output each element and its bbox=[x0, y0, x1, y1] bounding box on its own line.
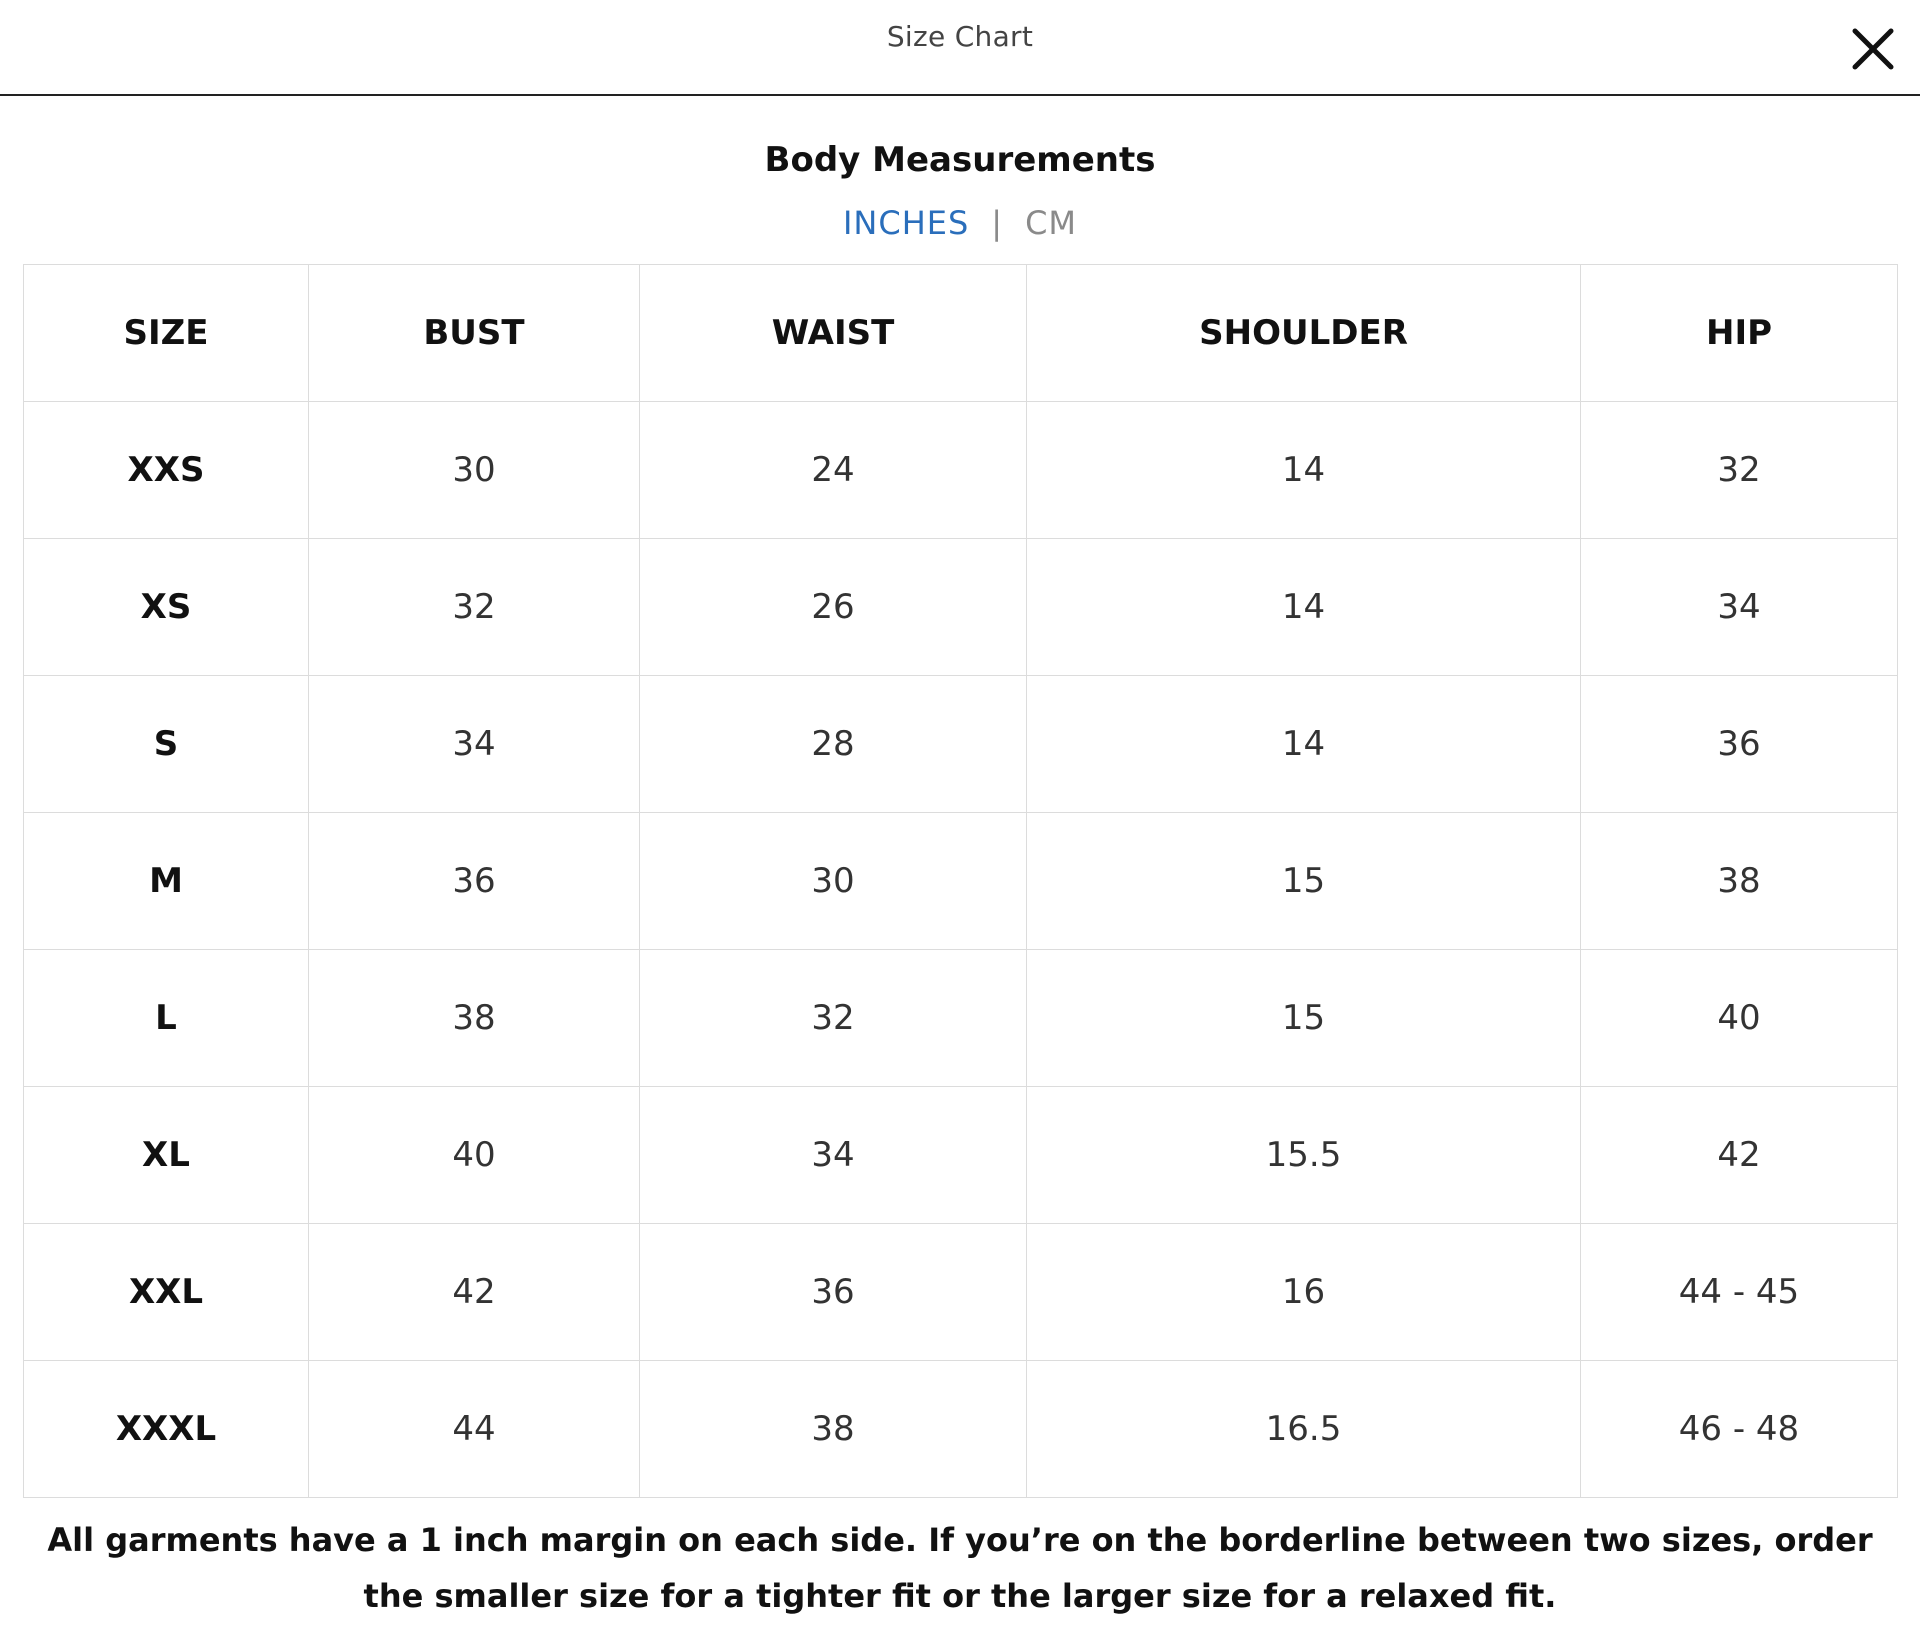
unit-separator: | bbox=[991, 204, 1004, 242]
waist-value: 26 bbox=[640, 539, 1027, 676]
column-header-size: SIZE bbox=[24, 265, 309, 402]
hip-value: 42 bbox=[1581, 1087, 1898, 1224]
shoulder-value: 15 bbox=[1027, 950, 1581, 1087]
column-header-hip: HIP bbox=[1581, 265, 1898, 402]
shoulder-value: 15.5 bbox=[1027, 1087, 1581, 1224]
fit-note: All garments have a 1 inch margin on each side. If you’re on the borderline between two sizes, order the smaller size for a tighter fit or the larger size for a relaxed fit. bbox=[47, 1521, 1873, 1615]
size-label: XS bbox=[24, 539, 309, 676]
table-row bbox=[24, 1087, 1898, 1224]
bust-value: 32 bbox=[309, 539, 640, 676]
size-label: XXXL bbox=[24, 1361, 309, 1498]
hip-value: 38 bbox=[1581, 813, 1898, 950]
waist-value: 30 bbox=[640, 813, 1027, 950]
table-row bbox=[24, 539, 1898, 676]
bust-value: 40 bbox=[309, 1087, 640, 1224]
hip-value: 46 - 48 bbox=[1581, 1361, 1898, 1498]
table-row bbox=[24, 676, 1898, 813]
column-header-bust: BUST bbox=[309, 265, 640, 402]
shoulder-value: 15 bbox=[1027, 813, 1581, 950]
size-label: M bbox=[24, 813, 309, 950]
bust-value: 44 bbox=[309, 1361, 640, 1498]
table-row bbox=[24, 813, 1898, 950]
waist-value: 34 bbox=[640, 1087, 1027, 1224]
bust-value: 30 bbox=[309, 402, 640, 539]
column-header-waist: WAIST bbox=[640, 265, 1027, 402]
hip-value: 40 bbox=[1581, 950, 1898, 1087]
size-label: XXL bbox=[24, 1224, 309, 1361]
size-label: L bbox=[24, 950, 309, 1087]
waist-value: 24 bbox=[640, 402, 1027, 539]
shoulder-value: 16.5 bbox=[1027, 1361, 1581, 1498]
waist-value: 32 bbox=[640, 950, 1027, 1087]
shoulder-value: 14 bbox=[1027, 539, 1581, 676]
unit-inches-option[interactable]: INCHES bbox=[842, 204, 970, 242]
table-header-row bbox=[24, 265, 1898, 402]
close-icon bbox=[1850, 26, 1896, 72]
shoulder-value: 14 bbox=[1027, 402, 1581, 539]
bust-value: 38 bbox=[309, 950, 640, 1087]
modal-title: Size Chart bbox=[886, 20, 1034, 53]
table-row bbox=[24, 950, 1898, 1087]
hip-value: 34 bbox=[1581, 539, 1898, 676]
waist-value: 28 bbox=[640, 676, 1027, 813]
size-label: XL bbox=[24, 1087, 309, 1224]
table-row bbox=[24, 1224, 1898, 1361]
size-table bbox=[23, 264, 1898, 1498]
shoulder-value: 14 bbox=[1027, 676, 1581, 813]
waist-value: 36 bbox=[640, 1224, 1027, 1361]
unit-cm-option[interactable]: CM bbox=[1025, 204, 1078, 242]
table-row bbox=[24, 402, 1898, 539]
size-label: XXS bbox=[24, 402, 309, 539]
waist-value: 38 bbox=[640, 1361, 1027, 1498]
close-button[interactable] bbox=[1850, 26, 1896, 72]
section-title: Body Measurements bbox=[764, 140, 1156, 180]
bust-value: 36 bbox=[309, 813, 640, 950]
shoulder-value: 16 bbox=[1027, 1224, 1581, 1361]
size-label: S bbox=[24, 676, 309, 813]
bust-value: 34 bbox=[309, 676, 640, 813]
hip-value: 44 - 45 bbox=[1581, 1224, 1898, 1361]
bust-value: 42 bbox=[309, 1224, 640, 1361]
column-header-shoulder: SHOULDER bbox=[1027, 265, 1581, 402]
hip-value: 32 bbox=[1581, 402, 1898, 539]
table-row bbox=[24, 1361, 1898, 1498]
modal-header bbox=[0, 0, 1920, 96]
unit-toggle bbox=[0, 204, 1920, 242]
hip-value: 36 bbox=[1581, 676, 1898, 813]
